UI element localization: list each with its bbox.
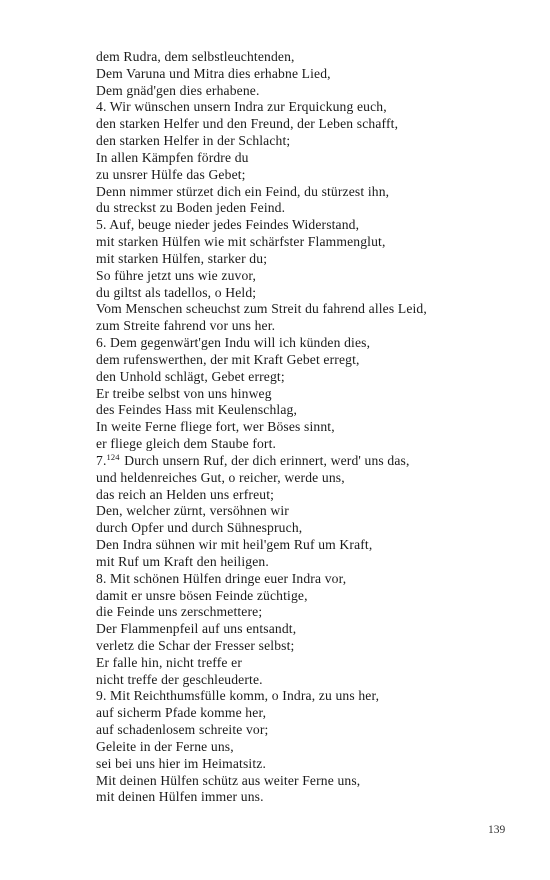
- text-line: Den Indra sühnen wir mit heil'gem Ruf um Kraft,: [96, 537, 373, 553]
- text-line: Dem gnäd'gen dies erhabene.: [96, 82, 260, 98]
- text-line: mit starken Hülfen, starker du;: [96, 250, 268, 266]
- text-line: des Feindes Hass mit Keulenschlag,: [96, 402, 298, 418]
- text-line: die Feinde uns zerschmettere;: [96, 604, 263, 620]
- text-line: 8. Mit schönen Hülfen dringe euer Indra vor,: [96, 570, 347, 586]
- text-line: Mit deinen Hülfen schütz aus weiter Ferne uns,: [96, 772, 361, 788]
- text-line: auf sicherm Pfade komme her,: [96, 705, 267, 721]
- text-line: Geleite in der Ferne uns,: [96, 738, 234, 754]
- text-line-with-footnote: [96, 453, 526, 470]
- text-line: mit Ruf um Kraft den heiligen.: [96, 553, 269, 569]
- text-line: nicht treffe der geschleuderte.: [96, 671, 263, 687]
- verse-text: [96, 49, 526, 806]
- text-line: zum Streite fahrend vor uns her.: [96, 318, 276, 334]
- verse-number: 7.: [96, 452, 107, 468]
- text-line-rest: Durch unsern Ruf, der dich erinnert, werd' uns das,: [120, 452, 410, 468]
- text-line: Der Flammenpfeil auf uns entsandt,: [96, 621, 297, 637]
- text-line: dem Rudra, dem selbstleuchtenden,: [96, 49, 295, 64]
- text-line: damit er unsre bösen Feinde züchtige,: [96, 587, 308, 603]
- text-line: er fliege gleich dem Staube fort.: [96, 436, 277, 452]
- text-line: In allen Kämpfen fördre du: [96, 149, 249, 165]
- footnote-marker[interactable]: 124: [106, 451, 120, 462]
- text-line: 5. Auf, beuge nieder jedes Feindes Widerstand,: [96, 217, 360, 233]
- text-line: du giltst als tadellos, o Held;: [96, 284, 257, 300]
- text-line: du streckst zu Boden jeden Feind.: [96, 200, 286, 216]
- text-line: So führe jetzt uns wie zuvor,: [96, 267, 257, 283]
- text-line: Dem Varuna und Mitra dies erhabne Lied,: [96, 65, 331, 81]
- text-line: den Unhold schlägt, Gebet erregt;: [96, 368, 285, 384]
- text-line: In weite Ferne fliege fort, wer Böses sinnt,: [96, 419, 335, 435]
- text-line: mit deinen Hülfen immer uns.: [96, 789, 264, 805]
- text-line: Er treibe selbst von uns hinweg: [96, 385, 272, 401]
- text-line: 6. Dem gegenwärt'gen Indu will ich künden dies,: [96, 335, 371, 351]
- text-line: den starken Helfer in der Schlacht;: [96, 133, 291, 149]
- text-line: 9. Mit Reichthumsfülle komm, o Indra, zu uns her,: [96, 688, 380, 704]
- text-line: sei bei uns hier im Heimatsitz.: [96, 755, 267, 771]
- text-line: dem rufenswerthen, der mit Kraft Gebet erregt,: [96, 351, 360, 367]
- text-line: Den, welcher zürnt, versöhnen wir: [96, 503, 289, 519]
- text-line: verletz die Schar der Fresser selbst;: [96, 637, 295, 653]
- text-line: das reich an Helden uns erfreut;: [96, 486, 275, 502]
- text-line: den starken Helfer und den Freund, der Leben schafft,: [96, 116, 399, 132]
- text-line: Vom Menschen scheuchst zum Streit du fahrend alles Leid,: [96, 301, 427, 317]
- text-line: durch Opfer und durch Sühnespruch,: [96, 520, 303, 536]
- text-line: und heldenreiches Gut, o reicher, werde uns,: [96, 469, 345, 485]
- page-number: 139: [488, 824, 506, 836]
- text-line: zu unsrer Hülfe das Gebet;: [96, 166, 246, 182]
- text-line: 4. Wir wünschen unsern Indra zur Erquickung euch,: [96, 99, 387, 115]
- text-line: Er falle hin, nicht treffe er: [96, 654, 243, 670]
- text-line: auf schadenlosem schreite vor;: [96, 722, 269, 738]
- text-line: mit starken Hülfen wie mit schärfster Flammenglut,: [96, 234, 386, 250]
- text-line: Denn nimmer stürzet dich ein Feind, du stürzest ihn,: [96, 183, 390, 199]
